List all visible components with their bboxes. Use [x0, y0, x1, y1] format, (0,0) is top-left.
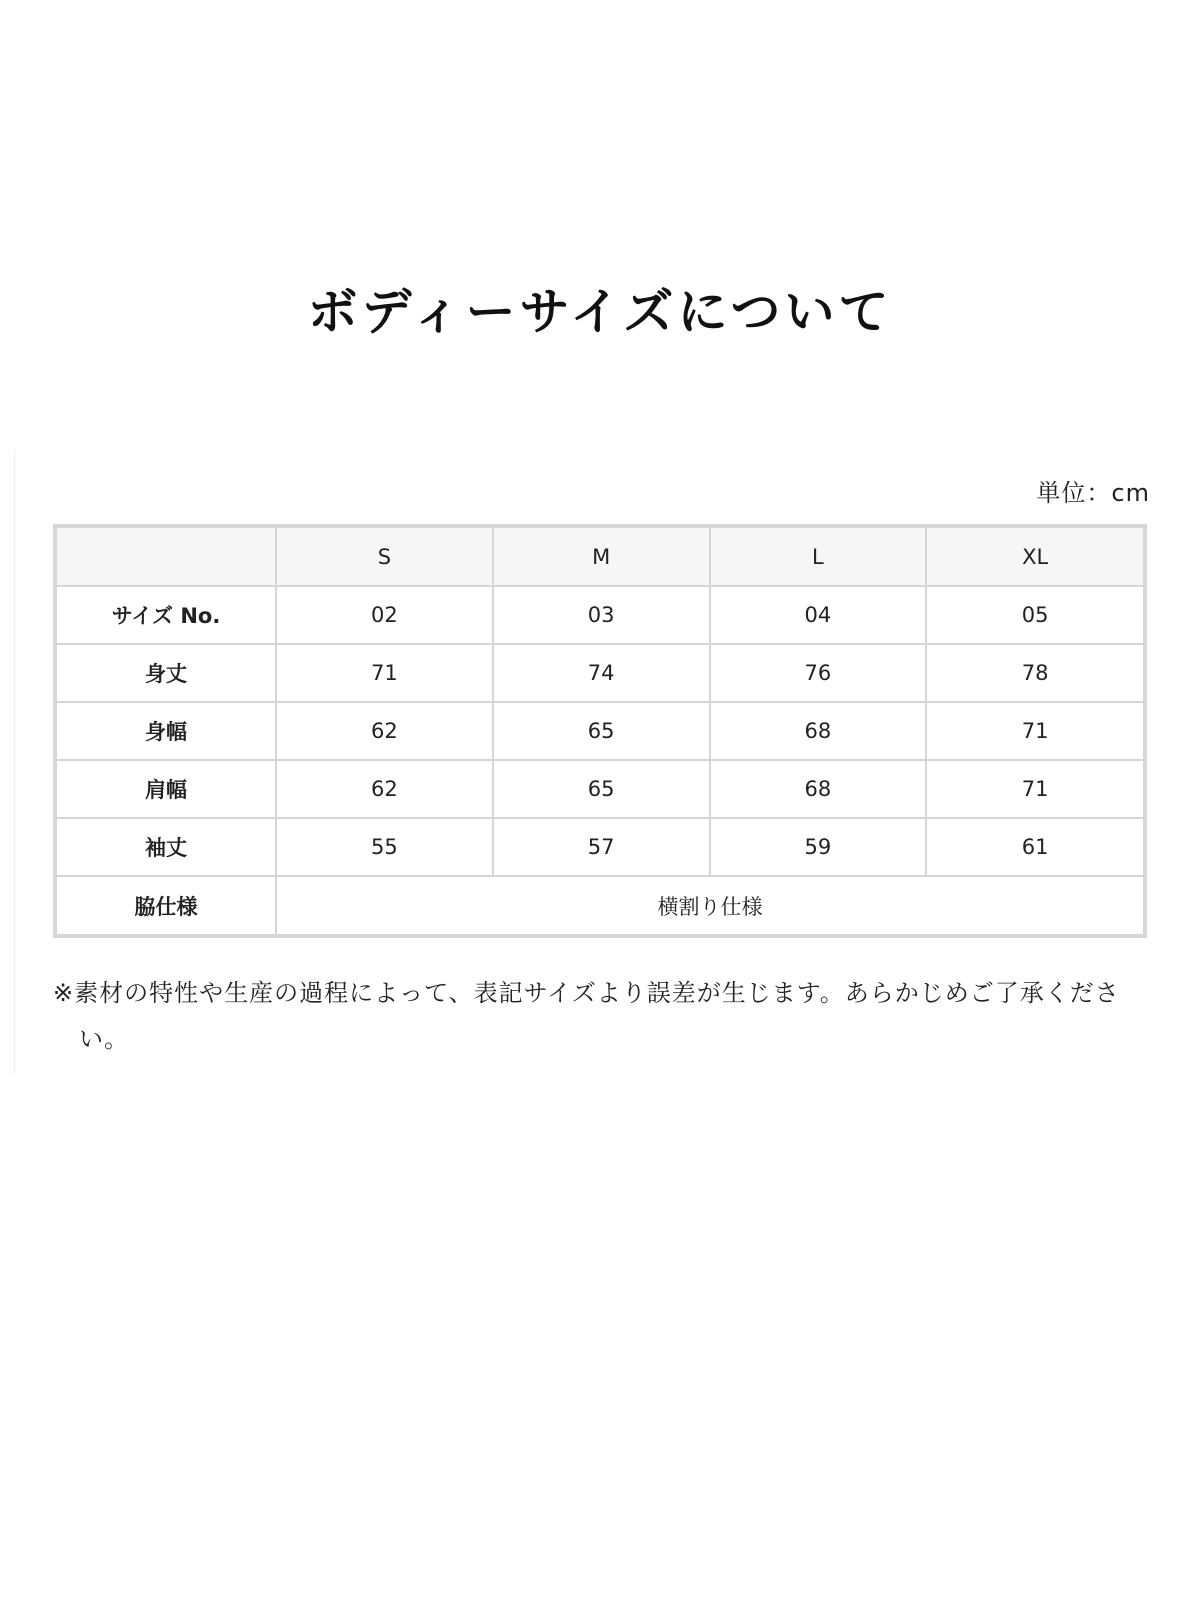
- table-cell: 71: [926, 702, 1143, 760]
- table-cell: 55: [276, 818, 493, 876]
- disclaimer-note: ※素材の特性や生産の過程によって、表記サイズより誤差が生じます。あらかじめご了承ください。: [53, 979, 1120, 1053]
- table-row: [57, 644, 1143, 702]
- header-cell-m: M: [493, 528, 710, 586]
- table-cell: 74: [493, 644, 710, 702]
- page-title: ボディーサイズについて: [307, 283, 893, 341]
- table-cell: 71: [926, 760, 1143, 818]
- table-row: [57, 818, 1143, 876]
- table-row: [57, 760, 1143, 818]
- row-label-side-spec: 脇仕様: [57, 876, 276, 934]
- table-cell: 68: [710, 760, 927, 818]
- size-table: [57, 528, 1143, 934]
- table-cell: 59: [710, 818, 927, 876]
- table-cell: 61: [926, 818, 1143, 876]
- table-cell: 76: [710, 644, 927, 702]
- side-spec-value: 横割り仕様: [276, 876, 1143, 934]
- table-cell: 62: [276, 760, 493, 818]
- table-cell: 62: [276, 702, 493, 760]
- table-cell: 65: [493, 760, 710, 818]
- size-table-container: [53, 524, 1147, 938]
- unit-label: 単位：cm: [1036, 479, 1150, 507]
- row-label-size-no: サイズ No.: [57, 586, 276, 644]
- table-cell: 65: [493, 702, 710, 760]
- table-cell: 04: [710, 586, 927, 644]
- table-cell: 02: [276, 586, 493, 644]
- header-cell-l: L: [710, 528, 927, 586]
- row-label-sleeve-length: 袖丈: [57, 818, 276, 876]
- row-label-body-width: 身幅: [57, 702, 276, 760]
- table-cell: 05: [926, 586, 1143, 644]
- header-cell-empty: [57, 528, 276, 586]
- table-header-row: [57, 528, 1143, 586]
- table-row: [57, 586, 1143, 644]
- header-cell-s: S: [276, 528, 493, 586]
- table-cell: 78: [926, 644, 1143, 702]
- header-cell-xl: XL: [926, 528, 1143, 586]
- table-cell: 71: [276, 644, 493, 702]
- table-cell: 68: [710, 702, 927, 760]
- table-row: [57, 876, 1143, 934]
- table-row: [57, 702, 1143, 760]
- table-cell: 03: [493, 586, 710, 644]
- row-label-shoulder-width: 肩幅: [57, 760, 276, 818]
- row-label-body-length: 身丈: [57, 644, 276, 702]
- table-cell: 57: [493, 818, 710, 876]
- left-divider: [14, 450, 15, 1075]
